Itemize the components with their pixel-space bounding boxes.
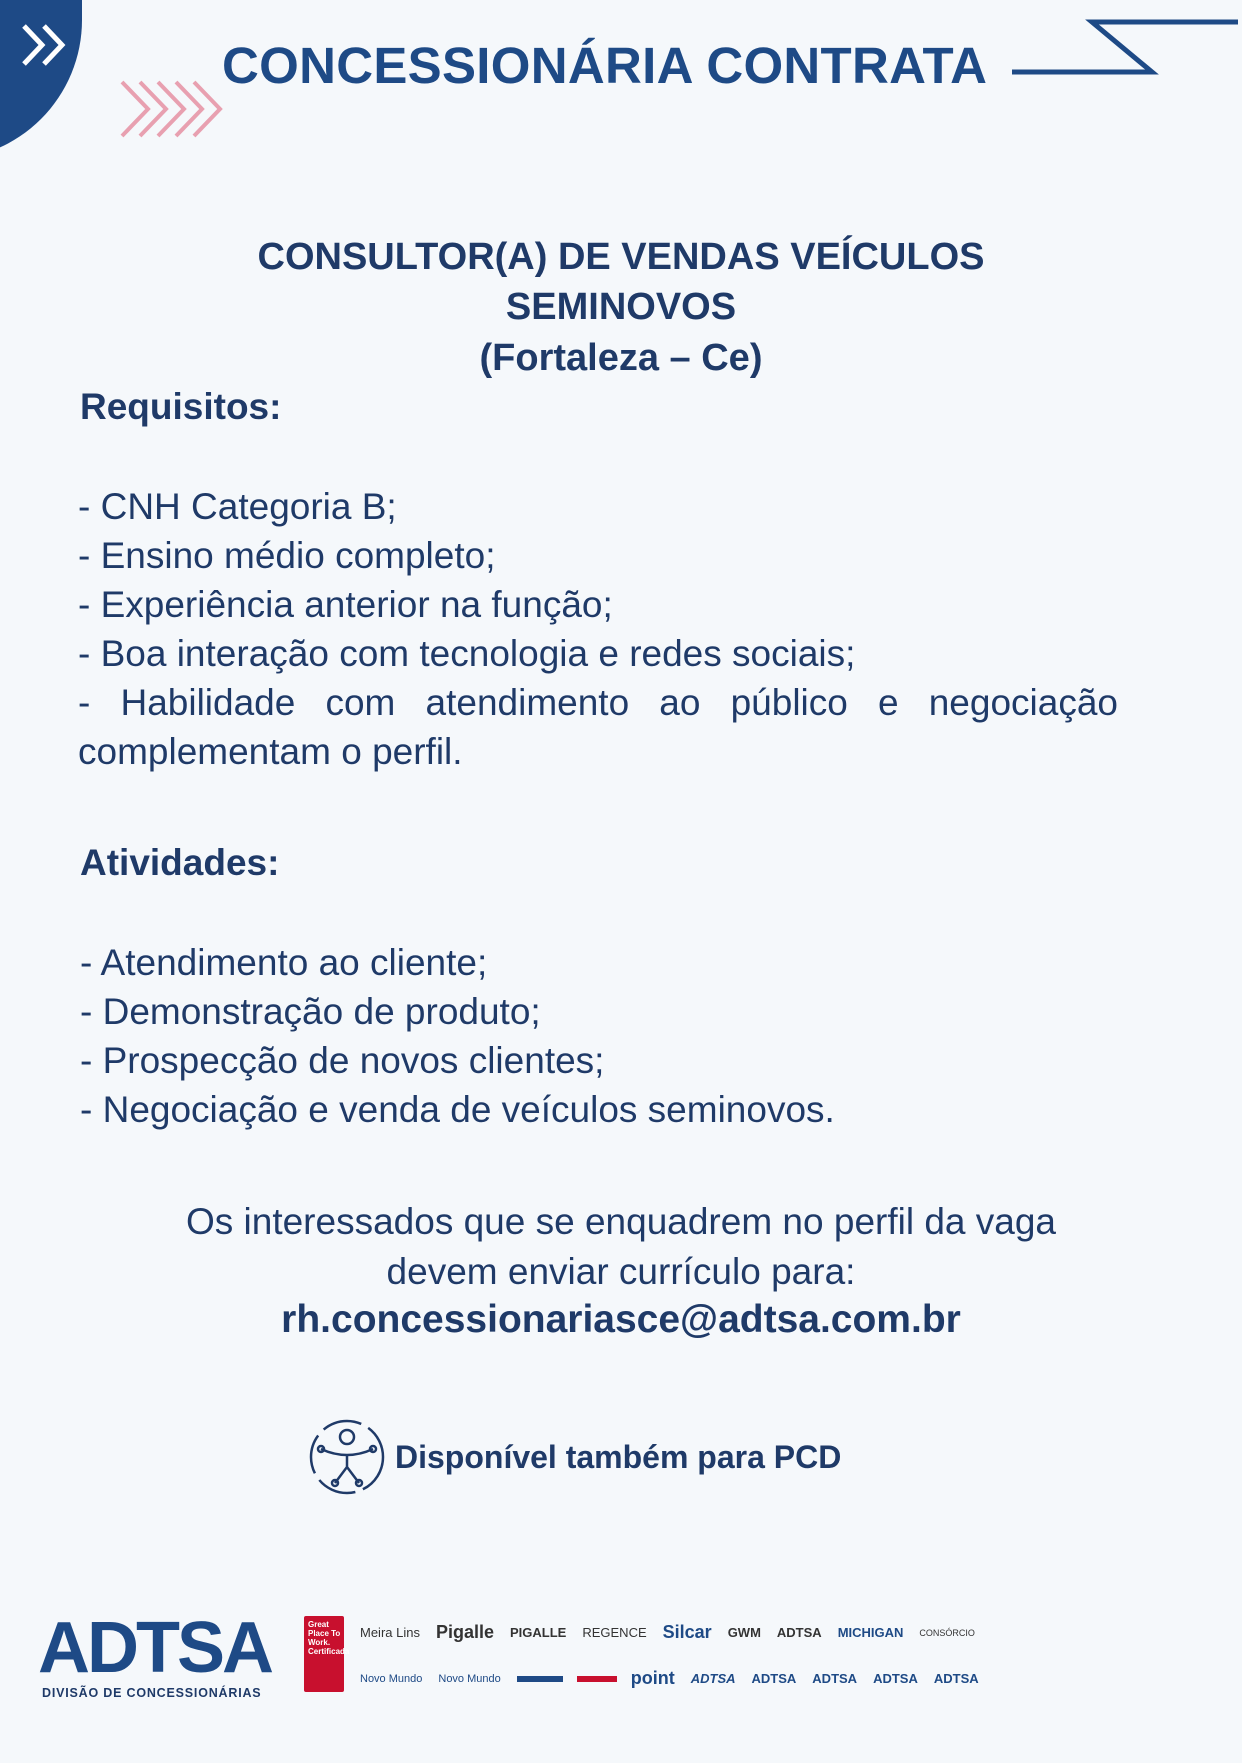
contact-line1: Os interessados que se enquadrem no perfil da vaga xyxy=(185,1201,1057,1242)
brand-logo: Silcar xyxy=(662,1622,712,1642)
logo-subtitle: DIVISÃO DE CONCESSIONÁRIAS xyxy=(42,1686,262,1700)
footer-logos xyxy=(38,1610,1218,1720)
brand-logo: GWM xyxy=(727,1625,761,1640)
brand-logo: REGENCE xyxy=(582,1625,647,1640)
pink-chevrons-icon xyxy=(118,74,228,144)
requirements-list xyxy=(78,482,1118,776)
list-item: - Ensino médio completo; xyxy=(78,535,496,576)
svg-text:ADTSA: ADTSA xyxy=(38,1610,271,1680)
adtsa-logo xyxy=(38,1610,288,1680)
brand-logo: Novo Mundo xyxy=(360,1672,423,1685)
brand-row-1 xyxy=(360,1622,975,1643)
brand-logo: ADTSA xyxy=(690,1671,736,1686)
list-item: - Prospecção de novos clientes; xyxy=(80,1040,605,1081)
job-location: (Fortaleza – Ce) xyxy=(479,337,763,379)
brand-logo: point xyxy=(630,1668,675,1688)
brand-logo: Novo Mundo xyxy=(438,1672,501,1685)
brand-row-2 xyxy=(360,1668,979,1689)
list-item: - Atendimento ao cliente; xyxy=(80,942,488,983)
brand-logo: Meira Lins xyxy=(360,1625,420,1640)
brand-logo: MICHIGAN xyxy=(837,1625,904,1640)
brand-logo: Pigalle xyxy=(435,1622,494,1642)
brand-logo: ADTSA xyxy=(776,1625,822,1640)
brand-logo: CONSÓRCIO xyxy=(919,1627,975,1638)
contact-email[interactable]: rh.concessionariasce@adtsa.com.br xyxy=(281,1298,961,1341)
job-title-line2: SEMINOVOS xyxy=(505,286,737,328)
list-item: - Boa interação com tecnologia e redes sociais; xyxy=(78,633,856,674)
requirements-heading: Requisitos: xyxy=(80,386,282,427)
activities-heading: Atividades: xyxy=(80,842,280,883)
list-item: - Negociação e venda de veículos seminovos. xyxy=(80,1089,835,1130)
page-headline: CONCESSIONÁRIA CONTRATA xyxy=(222,37,988,94)
contact-line2: devem enviar currículo para: xyxy=(386,1251,856,1292)
brand-logo: ADTSA xyxy=(812,1671,858,1686)
list-item: - Habilidade com atendimento ao público e negociação xyxy=(78,682,1118,723)
pcd-notice xyxy=(305,1415,841,1499)
brand-bar xyxy=(577,1676,617,1682)
brand-logo: ADTSA xyxy=(751,1671,797,1686)
brand-bar xyxy=(517,1676,563,1682)
list-item: - Experiência anterior na função; xyxy=(78,584,613,625)
headline-line-decoration xyxy=(1002,18,1242,88)
list-item: complementam o perfil. xyxy=(78,731,463,772)
brand-logo: ADTSA xyxy=(933,1671,979,1686)
accessibility-icon xyxy=(305,1415,389,1499)
list-item: - Demonstração de produto; xyxy=(80,991,541,1032)
brand-logo: ADTSA xyxy=(873,1671,918,1686)
double-chevron-icon xyxy=(18,20,74,70)
job-title-line1: CONSULTOR(A) DE VENDAS VEÍCULOS xyxy=(257,236,985,278)
activities-list xyxy=(80,938,835,1134)
gptw-badge-text: Great Place To Work. Certificada xyxy=(308,1620,350,1656)
brand-logo: PIGALLE xyxy=(510,1625,567,1640)
list-item: - CNH Categoria B; xyxy=(78,486,397,527)
pcd-text: Disponível também para PCD xyxy=(395,1438,842,1475)
